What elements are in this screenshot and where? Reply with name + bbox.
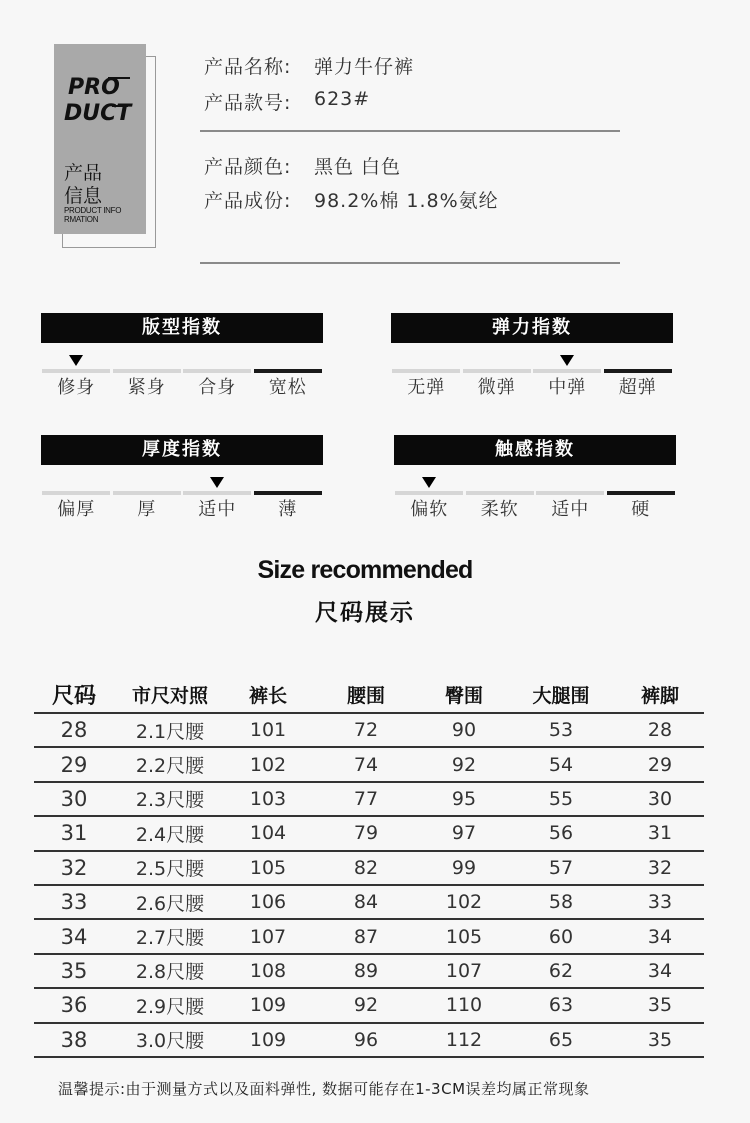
index-option: 适中: [198, 499, 237, 520]
index-option: 偏软: [410, 499, 449, 520]
table-cell: 74: [353, 753, 379, 776]
table-cell: 65: [548, 1028, 574, 1051]
header-cell: 市尺对照: [131, 684, 208, 707]
table-cell: 28: [60, 718, 88, 743]
table-cell: 109: [249, 994, 287, 1017]
header-cell: 腰围: [346, 684, 385, 707]
index-option: 宽松: [268, 377, 307, 398]
tag-en-line1: PRODUCT INFO: [64, 206, 122, 215]
tag-en-line2: RMATION: [64, 215, 99, 224]
table-cell: 107: [249, 925, 287, 948]
info-value: 98.2%棉 1.8%氨纶: [314, 190, 499, 212]
info-divider: [200, 262, 620, 264]
texture-index-scale: [394, 465, 676, 495]
table-cell: 101: [249, 719, 287, 742]
table-cell: 58: [548, 891, 574, 914]
table-cell: 2.9尺腰: [135, 995, 205, 1018]
table-cell: 108: [249, 959, 287, 982]
table-cell: 104: [249, 822, 287, 845]
table-row: [34, 714, 704, 748]
thickness-index: [41, 435, 323, 521]
table-cell: 92: [451, 753, 477, 776]
header-cell: 大腿围: [532, 684, 590, 707]
index-option: 紧身: [127, 377, 166, 398]
table-cell: 57: [548, 856, 574, 879]
elasticity-index-scale: [391, 343, 673, 373]
table-cell: 32: [60, 855, 88, 880]
header-cell: 裤长: [248, 684, 287, 707]
index-option: 适中: [551, 499, 590, 520]
table-cell: 2.8尺腰: [135, 961, 205, 984]
table-row: [34, 748, 704, 782]
table-row: [34, 817, 704, 851]
thickness-index-options: [41, 495, 323, 521]
tag-cn-line2: 信息: [64, 185, 103, 207]
size-table-header: [34, 676, 704, 714]
size-title-chinese: 尺码展示: [315, 600, 415, 626]
selection-arrow-icon: [422, 477, 436, 488]
header-cell: 尺码: [51, 683, 96, 709]
scale-segment: [392, 369, 460, 373]
table-cell: 2.3尺腰: [135, 789, 205, 812]
size-table: [34, 676, 704, 1058]
scale-segment: [604, 369, 672, 373]
table-cell: 96: [353, 1028, 379, 1051]
index-option: 偏厚: [57, 499, 96, 520]
table-cell: 97: [451, 822, 477, 845]
table-cell: 30: [647, 787, 673, 810]
table-cell: 36: [60, 993, 88, 1018]
table-cell: 28: [647, 719, 673, 742]
scale-segment: [42, 491, 110, 495]
table-row: [34, 989, 704, 1023]
fit-index: [41, 313, 323, 399]
table-cell: 2.4尺腰: [135, 823, 205, 846]
table-cell: 35: [647, 1028, 673, 1051]
index-option: 超弹: [618, 377, 657, 398]
table-cell: 95: [451, 787, 477, 810]
info-label: 产品款号:: [204, 92, 292, 114]
logo-line2: DUCT: [64, 101, 132, 126]
tag-card: [54, 44, 146, 234]
table-cell: 87: [353, 925, 379, 948]
info-divider: [200, 130, 620, 132]
index-option: 厚: [137, 499, 157, 520]
info-label: 产品名称:: [204, 56, 292, 78]
elasticity-index-title: 弹力指数: [391, 313, 673, 343]
table-row: [34, 783, 704, 817]
scale-segment: [183, 491, 251, 495]
texture-index: [394, 435, 676, 521]
index-option: 中弹: [548, 377, 587, 398]
index-option: 薄: [278, 499, 298, 520]
elasticity-index-options: [391, 373, 673, 399]
info-value: 弹力牛仔裤: [314, 56, 415, 78]
scale-segment: [395, 491, 463, 495]
selection-arrow-icon: [560, 355, 574, 366]
scale-segment: [607, 491, 675, 495]
table-cell: 31: [647, 822, 673, 845]
fit-index-scale: [41, 343, 323, 373]
scale-segment: [254, 491, 322, 495]
table-cell: 55: [548, 787, 574, 810]
tag-chinese-title: [64, 162, 102, 208]
table-cell: 38: [60, 1027, 88, 1052]
table-cell: 3.0尺腰: [135, 1030, 205, 1053]
scale-segment: [42, 369, 110, 373]
scale-segment: [254, 369, 322, 373]
size-table-body: [34, 714, 704, 1058]
table-cell: 31: [60, 821, 88, 846]
tag-english-subtitle: [64, 206, 136, 224]
index-option: 修身: [57, 377, 96, 398]
table-cell: 105: [249, 856, 287, 879]
header-cell: 裤脚: [640, 684, 679, 707]
index-option: 硬: [631, 499, 651, 520]
scale-segment: [113, 491, 181, 495]
table-cell: 72: [353, 719, 379, 742]
table-cell: 102: [445, 891, 483, 914]
scale-segment: [113, 369, 181, 373]
fit-index-options: [41, 373, 323, 399]
table-cell: 109: [249, 1028, 287, 1051]
table-cell: 110: [445, 994, 483, 1017]
table-cell: 34: [60, 924, 88, 949]
table-cell: 33: [647, 891, 673, 914]
table-cell: 34: [647, 925, 673, 948]
table-row: [34, 886, 704, 920]
table-cell: 35: [647, 994, 673, 1017]
index-option: 柔软: [480, 499, 519, 520]
table-cell: 30: [60, 786, 88, 811]
scale-segment: [463, 369, 531, 373]
thickness-index-title: 厚度指数: [41, 435, 323, 465]
table-cell: 79: [353, 822, 379, 845]
table-cell: 106: [249, 891, 287, 914]
selection-arrow-icon: [69, 355, 83, 366]
tag-cn-line1: 产品: [64, 162, 103, 184]
info-value: 623#: [314, 88, 371, 110]
table-cell: 63: [548, 994, 574, 1017]
table-cell: 2.1尺腰: [135, 720, 205, 743]
table-cell: 77: [353, 787, 379, 810]
table-cell: 99: [451, 856, 477, 879]
table-cell: 29: [60, 752, 88, 777]
info-row-color: [204, 152, 401, 179]
product-info-tag: [54, 44, 158, 248]
table-cell: 60: [548, 925, 574, 948]
table-cell: 89: [353, 959, 379, 982]
header-cell: 臀围: [444, 684, 483, 707]
table-cell: 56: [548, 822, 574, 845]
table-cell: 53: [548, 719, 574, 742]
table-cell: 107: [445, 959, 483, 982]
table-row: [34, 955, 704, 989]
table-cell: 102: [249, 753, 287, 776]
table-cell: 2.2尺腰: [135, 755, 205, 778]
info-value: 黑色 白色: [314, 156, 402, 178]
table-cell: 35: [60, 958, 88, 983]
table-cell: 92: [353, 994, 379, 1017]
logo-line1: PRO: [68, 75, 120, 100]
info-label: 产品成份:: [204, 190, 292, 212]
table-cell: 33: [60, 890, 88, 915]
table-cell: 34: [647, 959, 673, 982]
info-row-name: [204, 52, 414, 79]
scale-segment: [183, 369, 251, 373]
measurement-note: 温馨提示:由于测量方式以及面料弹性, 数据可能存在1-3CM误差均属正常现象: [58, 1080, 590, 1098]
size-title-english: Size recommended: [257, 556, 473, 584]
table-cell: 32: [647, 856, 673, 879]
table-cell: 84: [353, 891, 379, 914]
info-row-composition: [204, 186, 499, 213]
table-row: [34, 920, 704, 954]
product-logo: [64, 68, 134, 128]
texture-index-title: 触感指数: [394, 435, 676, 465]
fit-index-title: 版型指数: [41, 313, 323, 343]
table-cell: 2.7尺腰: [135, 927, 205, 950]
index-option: 微弹: [477, 377, 516, 398]
table-cell: 103: [249, 787, 287, 810]
index-option: 合身: [198, 377, 237, 398]
table-row: [34, 1024, 704, 1058]
scale-segment: [533, 369, 601, 373]
selection-arrow-icon: [210, 477, 224, 488]
table-row: [34, 852, 704, 886]
scale-segment: [466, 491, 534, 495]
info-label: 产品颜色:: [204, 156, 292, 178]
table-cell: 29: [647, 753, 673, 776]
table-cell: 105: [445, 925, 483, 948]
texture-index-options: [394, 495, 676, 521]
index-option: 无弹: [407, 377, 446, 398]
table-cell: 54: [548, 753, 574, 776]
table-cell: 2.6尺腰: [135, 892, 205, 915]
elasticity-index: [391, 313, 673, 399]
info-row-style-number: [204, 88, 370, 115]
table-cell: 112: [445, 1028, 483, 1051]
table-cell: 62: [548, 959, 574, 982]
thickness-index-scale: [41, 465, 323, 495]
table-cell: 82: [353, 856, 379, 879]
table-cell: 90: [451, 719, 477, 742]
table-cell: 2.5尺腰: [135, 858, 205, 881]
scale-segment: [536, 491, 604, 495]
